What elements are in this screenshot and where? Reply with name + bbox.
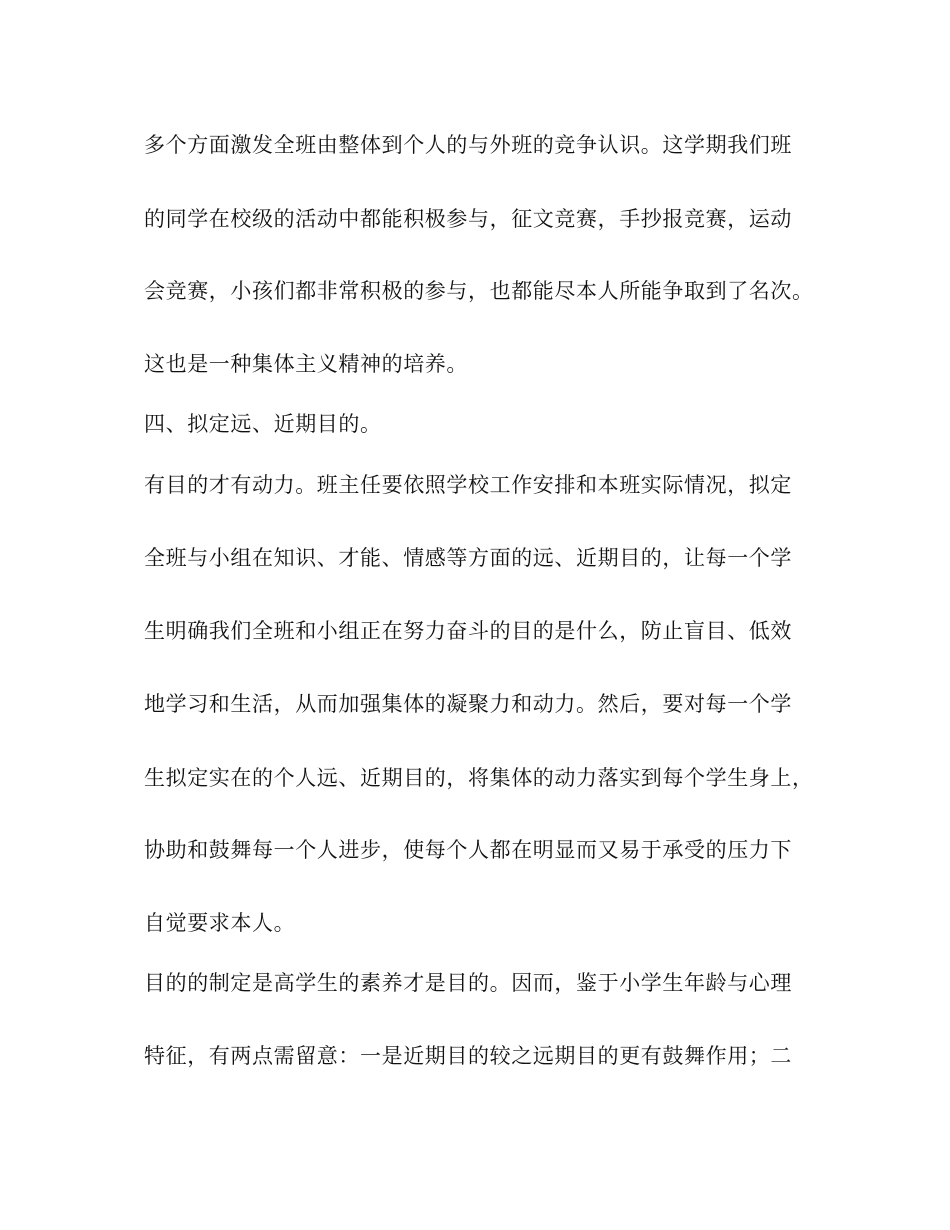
paragraph-1-line-4: 这也是一种集体主义精神的培养。 bbox=[144, 352, 468, 376]
paragraph-1-line-2: 的同学在校级的活动中都能积极参与，征文竞赛，手抄报竞赛，运动 bbox=[144, 207, 792, 231]
section-heading-4: 四、拟定远、近期目的。 bbox=[144, 412, 382, 436]
paragraph-3-line-2: 特征，有两点需留意：一是近期目的较之远期目的更有鼓舞作用；二 bbox=[144, 1044, 792, 1068]
paragraph-2-line-1: 有目的才有动力。班主任要依照学校工作安排和本班实际情况，拟定 bbox=[144, 473, 792, 497]
paragraph-2-line-7: 自觉要求本人。 bbox=[144, 911, 296, 935]
paragraph-2-line-6: 协助和鼓舞每一个人进步，使每个人都在明显而又易于承受的压力下 bbox=[144, 838, 792, 862]
paragraph-1-line-1: 多个方面激发全班由整体到个人的与外班的竞争认识。这学期我们班 bbox=[144, 133, 792, 157]
paragraph-2-line-4: 地学习和生活，从而加强集体的凝聚力和动力。然后，要对每一个学 bbox=[144, 692, 792, 716]
paragraph-2-line-5: 生拟定实在的个人远、近期目的，将集体的动力落实到每个学生身上， bbox=[144, 766, 814, 790]
paragraph-2-line-2: 全班与小组在知识、才能、情感等方面的远、近期目的，让每一个学 bbox=[144, 546, 792, 570]
paragraph-3-line-1: 目的的制定是高学生的素养才是目的。因而，鉴于小学生年龄与心理 bbox=[144, 971, 792, 995]
paragraph-1-line-3: 会竞赛，小孩们都非常积极的参与，也都能尽本人所能争取到了名次。 bbox=[144, 279, 814, 303]
paragraph-2-line-3: 生明确我们全班和小组正在努力奋斗的目的是什么，防止盲目、低效 bbox=[144, 619, 792, 643]
